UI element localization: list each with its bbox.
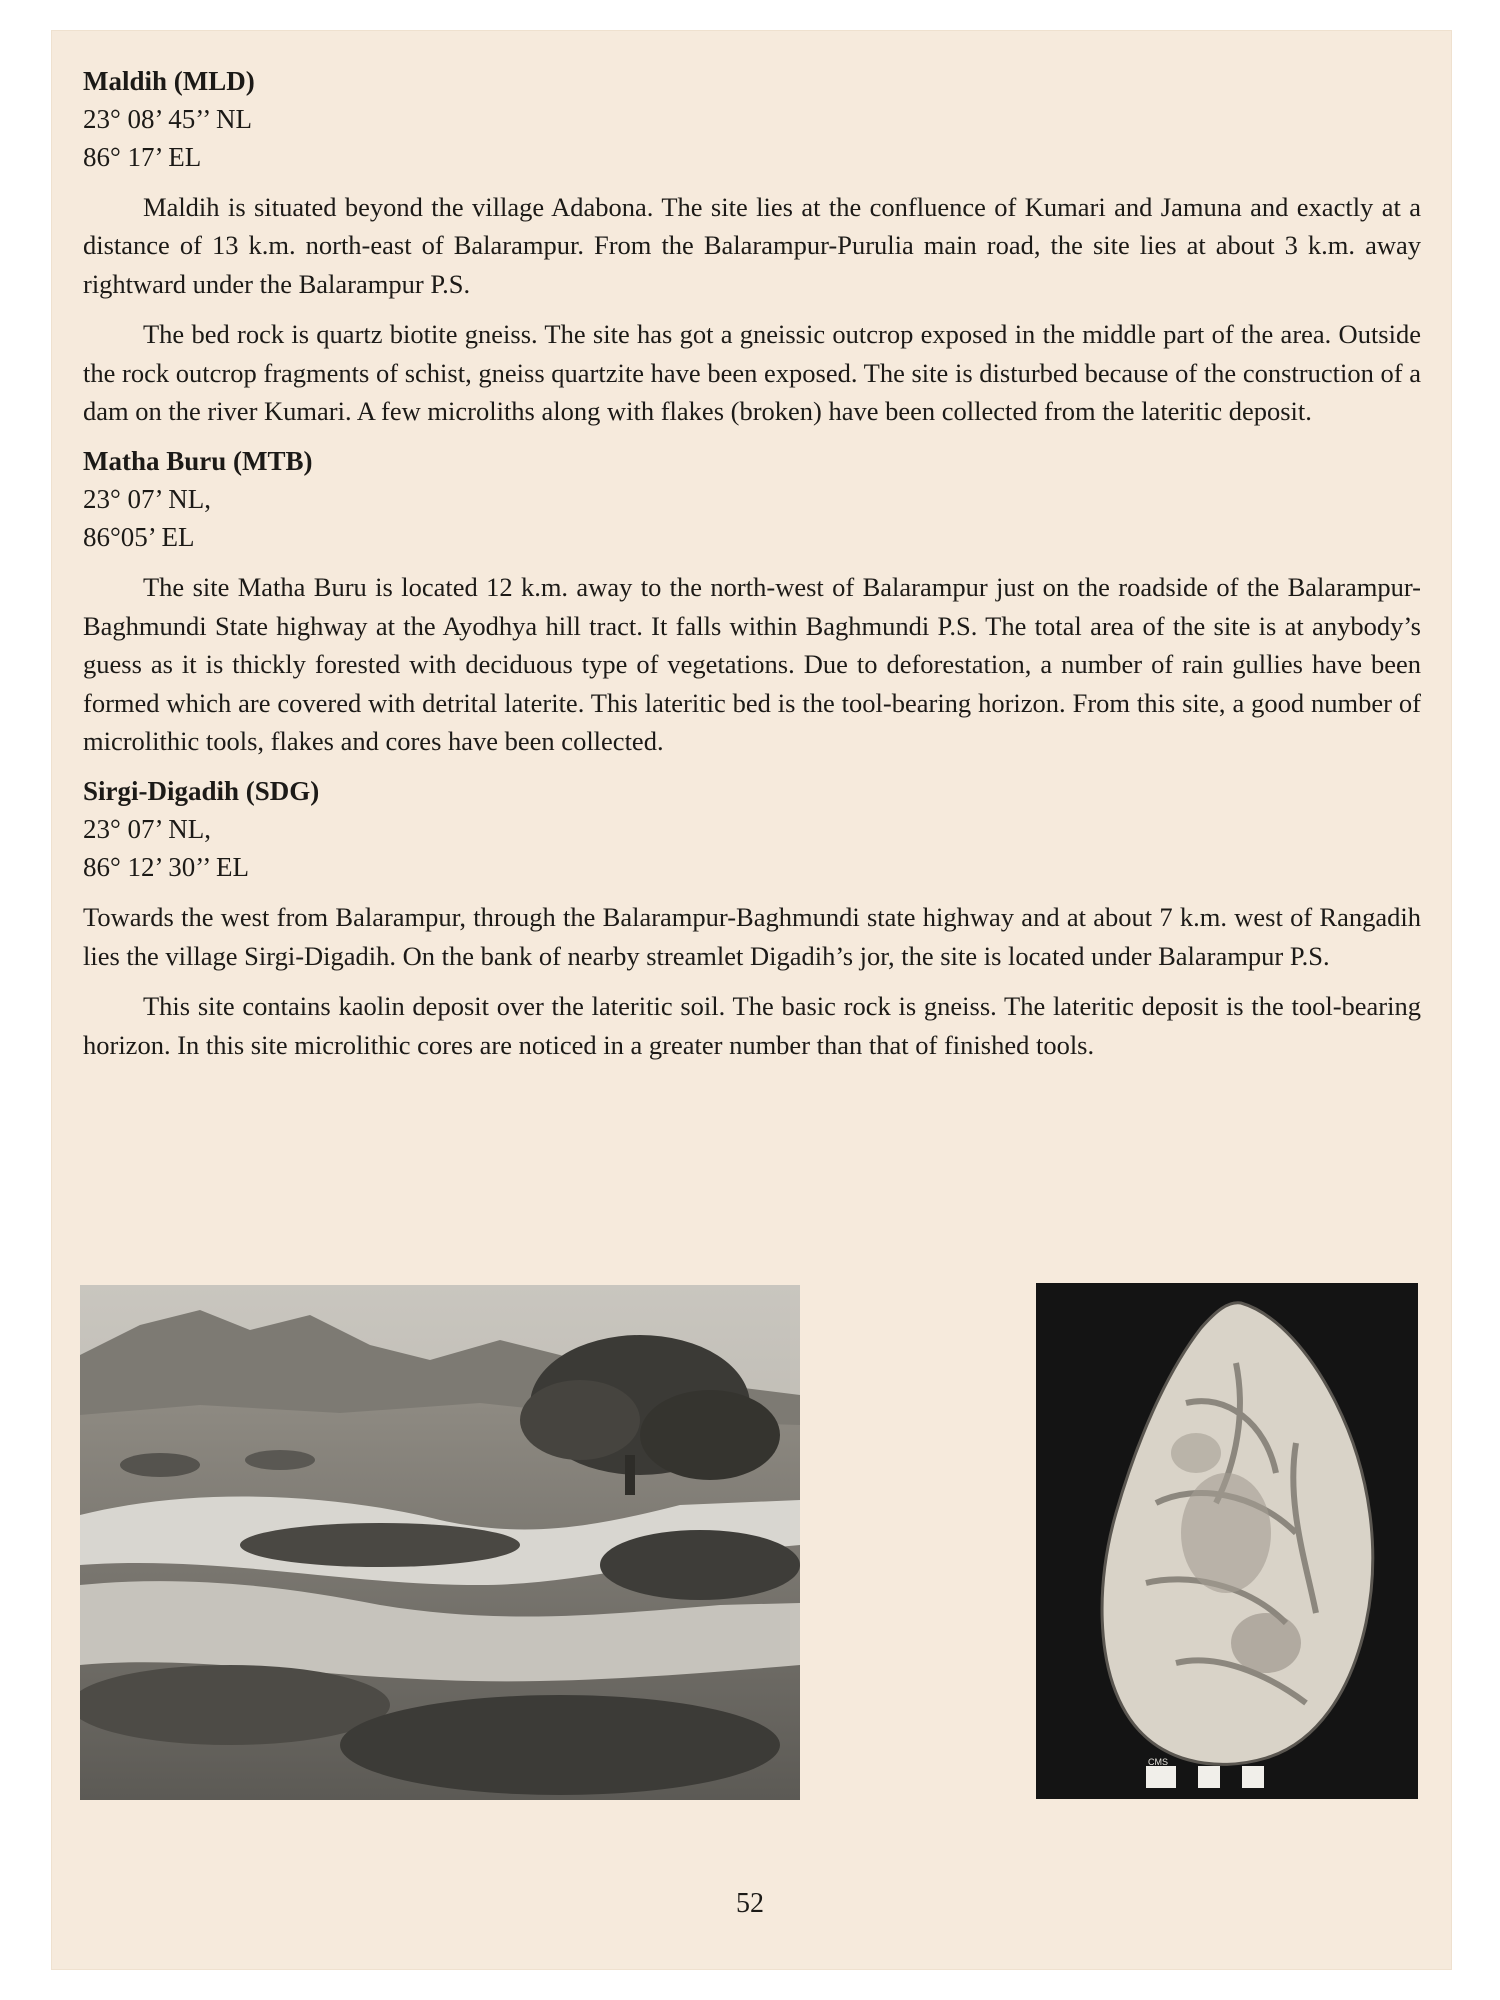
stone-tool-graphic xyxy=(1036,1283,1418,1799)
landscape-photo xyxy=(80,1285,800,1800)
longitude: 86° 17’ EL xyxy=(83,142,202,172)
paragraph: The site Matha Buru is located 12 k.m. away to the north-west of Balarampur just on the roadside of the Balarampur-Baghmundi State highway at the Ayodhya hill tract. It falls within Baghmundi P.S. The total area of the site is at anybody’s guess as it is thickly forested with deciduous type of vegetations. Due to deforestation, a number of rain gullies have been formed which are covered with detrital laterite. This lateritic bed is the tool-bearing horizon. From this site, a good number of microlithic tools, flakes and cores have been collected. xyxy=(83,572,1421,757)
paragraph: Towards the west from Balarampur, through the Balarampur-Baghmundi state highway and at about 7 k.m. west of Rangadih lies the village Sirgi-Digadih. On the bank of nearby streamlet Digadih’s jor, the site is located under Balarampur P.S. xyxy=(83,902,1421,971)
page-number: 52 xyxy=(736,1888,764,1919)
landscape-photo-graphic xyxy=(80,1285,800,1800)
section-heading: Matha Buru (MTB) xyxy=(83,446,313,477)
stone-tool-photo xyxy=(1036,1283,1418,1799)
paragraph: The bed rock is quartz biotite gneiss. The site has got a gneissic outcrop exposed in the middle part of the area. Outside the rock outcrop fragments of schist, gneiss quartzite have been exposed. The site is disturbed because of the construction of a dam on the river Kumari. A few microliths along with flakes (broken) have been collected from the lateritic deposit. xyxy=(83,319,1421,427)
scale-bar-block xyxy=(1198,1766,1220,1788)
scale-bar-block xyxy=(1242,1766,1264,1788)
scale-bar-block xyxy=(1146,1766,1176,1788)
latitude: 23° 07’ NL, xyxy=(83,484,212,515)
section-matha-buru xyxy=(83,442,1421,760)
longitude: 86°05’ EL xyxy=(83,522,195,553)
scale-bar-label: CMS xyxy=(1148,1757,1168,1767)
page-text xyxy=(83,62,1421,1076)
section-maldih xyxy=(83,62,1421,430)
longitude: 86° 12’ 30’’ EL xyxy=(83,852,249,883)
section-heading: Sirgi-Digadih (SDG) xyxy=(83,776,320,807)
scale-bar-block xyxy=(1176,1770,1198,1788)
latitude: 23° 08’ 45’’ NL xyxy=(83,104,253,134)
latitude: 23° 07’ NL, xyxy=(83,814,212,845)
section-sirgi-digadih xyxy=(83,772,1421,1064)
paragraph: Maldih is situated beyond the village Adabona. The site lies at the confluence of Kumari and Jamuna and exactly at a distance of 13 k.m. north-east of Balarampur. From the Balarampur-Purulia main road, the site lies at about 3 k.m. away rightward under the Balarampur P.S. xyxy=(83,192,1421,299)
scale-bar-block xyxy=(1220,1770,1242,1788)
paragraph: This site contains kaolin deposit over the lateritic soil. The basic rock is gneiss. The lateritic deposit is the tool-bearing horizon. In this site microlithic cores are noticed in a greater number than that of finished tools. xyxy=(83,991,1421,1060)
section-heading: Maldih (MLD) xyxy=(83,66,255,96)
